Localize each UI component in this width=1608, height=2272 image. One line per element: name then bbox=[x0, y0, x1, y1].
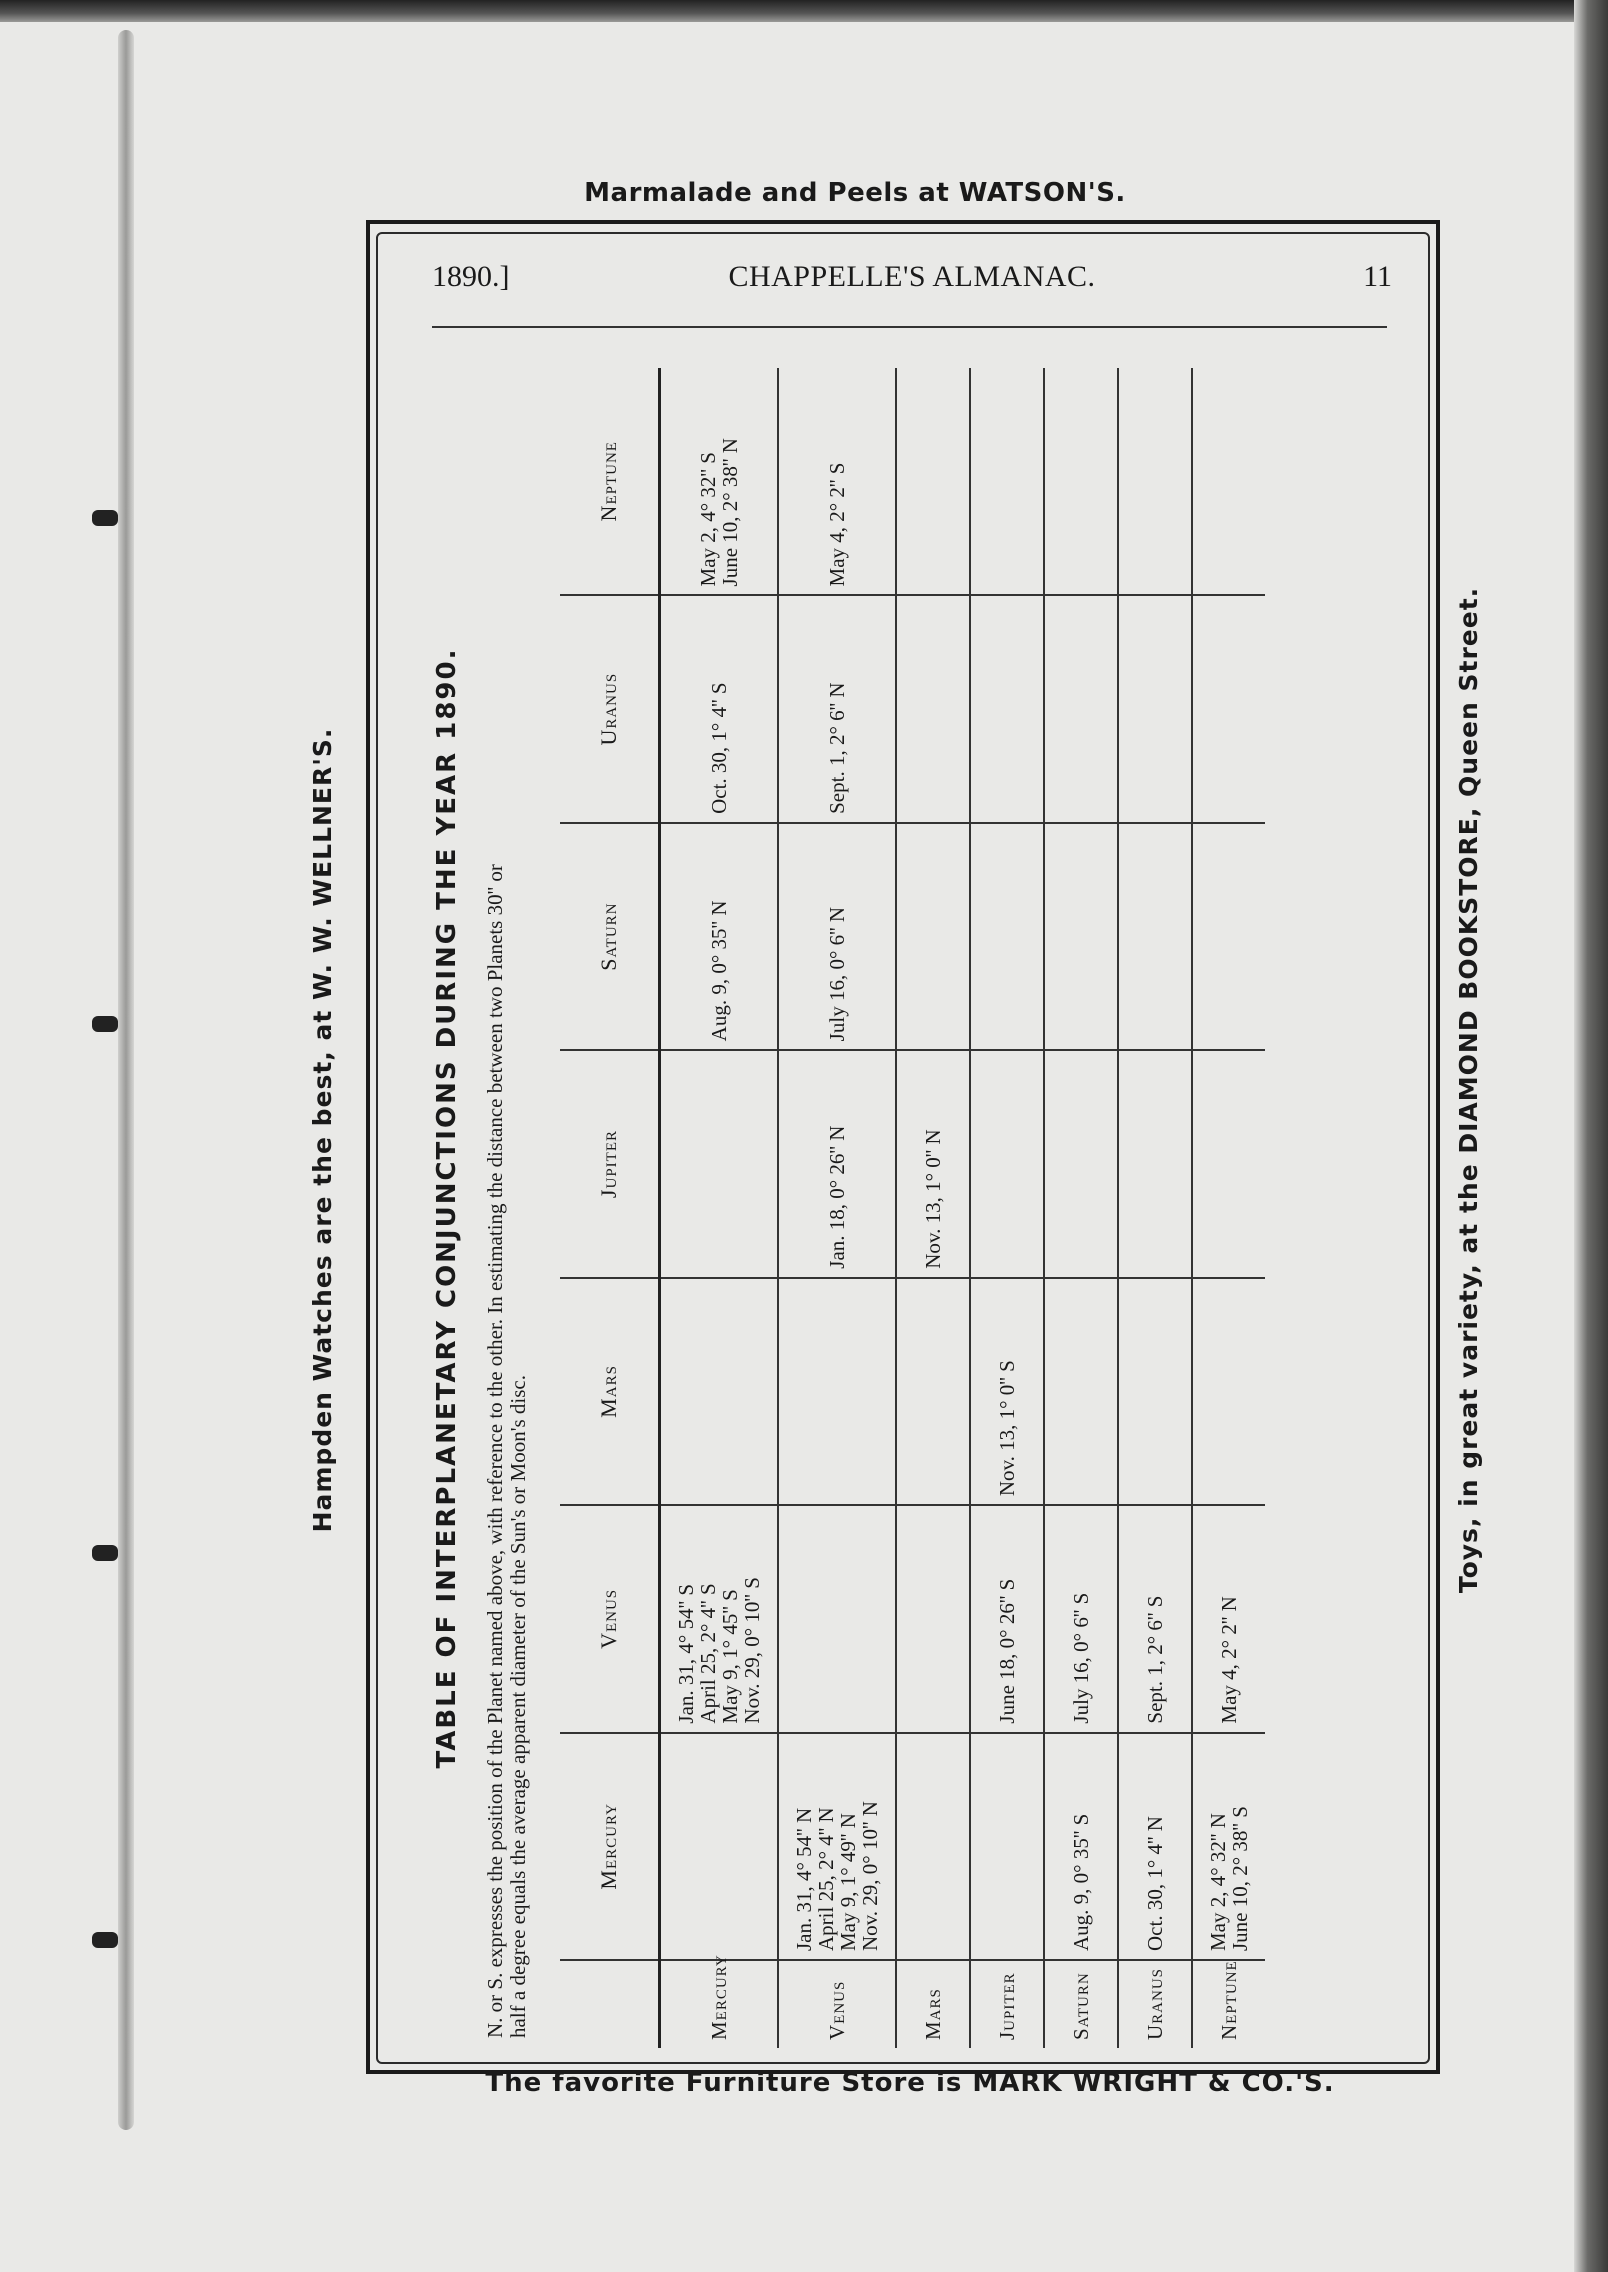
conjunction-entry: June 10, 2° 38'' N bbox=[718, 438, 742, 587]
running-head-year: 1890.] bbox=[432, 260, 510, 293]
table-cell bbox=[778, 368, 896, 595]
table-cell bbox=[660, 1505, 779, 1732]
table-cell bbox=[970, 1278, 1044, 1505]
table-cell bbox=[1192, 1278, 1265, 1505]
advert-left: Hampden Watches are the best, at W. W. WELLNER'S. bbox=[308, 727, 337, 1533]
table-cell bbox=[778, 1278, 896, 1505]
table-title: TABLE OF INTERPLANETARY CONJUNCTIONS DURING THE YEAR 1890. bbox=[432, 647, 462, 1769]
table-cell bbox=[896, 368, 970, 595]
table-cell bbox=[1118, 1505, 1192, 1732]
table-note-line: N. or S. expresses the position of the Planet named above, with reference to the other. In estimating the distance between two Planets 30'' or bbox=[483, 864, 507, 2038]
scan-top-shadow bbox=[0, 0, 1608, 22]
conjunction-entry: Jan. 31, 4° 54'' N bbox=[792, 1807, 816, 1951]
table-cell bbox=[778, 1505, 896, 1732]
table-cell bbox=[1118, 1050, 1192, 1277]
running-head bbox=[432, 260, 1392, 300]
table-cell bbox=[1044, 823, 1118, 1050]
column-header: Jupiter bbox=[560, 1050, 660, 1277]
table-cell bbox=[1044, 1733, 1118, 1960]
table-cell bbox=[1044, 1050, 1118, 1277]
table-row bbox=[1192, 368, 1265, 2048]
table-cell bbox=[1118, 823, 1192, 1050]
conjunction-entry: July 16, 0° 6'' N bbox=[825, 906, 849, 1042]
conjunction-entry: Oct. 30, 1° 4'' S bbox=[707, 682, 731, 814]
table-cell bbox=[660, 823, 779, 1050]
column-header: Uranus bbox=[560, 595, 660, 822]
conjunction-entry: Nov. 13, 1° 0'' N bbox=[921, 1129, 945, 1269]
conjunction-entry: Nov. 29, 0° 10'' S bbox=[740, 1577, 764, 1724]
table-cell bbox=[896, 1278, 970, 1505]
table-row bbox=[970, 368, 1044, 2048]
table-cell bbox=[778, 595, 896, 822]
binding-rivet bbox=[92, 1016, 118, 1032]
table-cell bbox=[660, 1278, 779, 1505]
table-cell bbox=[896, 1050, 970, 1277]
conjunction-entry: April 25, 2° 4'' N bbox=[814, 1807, 838, 1951]
conjunctions-table bbox=[560, 368, 1265, 2048]
table-cell bbox=[970, 1733, 1044, 1960]
table-cell bbox=[660, 1050, 779, 1277]
conjunctions-table-block bbox=[432, 368, 1392, 2048]
table-row bbox=[896, 368, 970, 2048]
table-cell bbox=[1118, 1733, 1192, 1960]
table-cell bbox=[970, 1505, 1044, 1732]
conjunction-entry: Sept. 1, 2° 6'' S bbox=[1143, 1595, 1167, 1724]
table-cell bbox=[660, 595, 779, 822]
table-cell bbox=[896, 1505, 970, 1732]
table-cell bbox=[1044, 1505, 1118, 1732]
conjunction-entry: Jan. 18, 0° 26'' N bbox=[825, 1125, 849, 1269]
table-cell bbox=[1118, 368, 1192, 595]
column-header: Saturn bbox=[560, 823, 660, 1050]
conjunction-entry: Jan. 31, 4° 54'' S bbox=[674, 1583, 698, 1724]
conjunction-entry: Aug. 9, 0° 35'' S bbox=[1069, 1813, 1093, 1951]
conjunction-entry: May 9, 1° 49'' N bbox=[836, 1813, 860, 1951]
table-cell bbox=[778, 1050, 896, 1277]
table-cell bbox=[660, 368, 779, 595]
row-header: Mercury bbox=[660, 1960, 779, 2048]
table-row bbox=[1118, 368, 1192, 2048]
row-header: Venus bbox=[778, 1960, 896, 2048]
column-header: Mercury bbox=[560, 1733, 660, 1960]
conjunction-entry: Nov. 13, 1° 0'' S bbox=[995, 1360, 1019, 1497]
table-corner bbox=[560, 1960, 660, 2048]
table-body bbox=[660, 368, 1266, 2048]
scan-right-edge bbox=[1574, 0, 1608, 2272]
conjunction-entry: April 25, 2° 4'' S bbox=[696, 1583, 720, 1724]
row-header: Saturn bbox=[1044, 1960, 1118, 2048]
table-cell bbox=[1118, 1278, 1192, 1505]
table-cell bbox=[1118, 595, 1192, 822]
table-cell bbox=[896, 1733, 970, 1960]
table-note bbox=[484, 378, 530, 2038]
advert-right: Toys, in great variety, at the DIAMOND BOOKSTORE, Queen Street. bbox=[1454, 586, 1483, 1594]
conjunction-entry: Nov. 29, 0° 10'' N bbox=[858, 1801, 882, 1951]
table-cell bbox=[1192, 1733, 1265, 1960]
conjunction-entry: May 2, 4° 32'' S bbox=[696, 452, 720, 587]
conjunction-entry: July 16, 0° 6'' S bbox=[1069, 1592, 1093, 1724]
conjunction-entry: Aug. 9, 0° 35'' N bbox=[707, 900, 731, 1042]
column-header: Mars bbox=[560, 1278, 660, 1505]
table-cell bbox=[1192, 595, 1265, 822]
conjunction-entry: May 9, 1° 45'' S bbox=[718, 1589, 742, 1724]
conjunction-entry: June 10, 2° 38'' S bbox=[1228, 1806, 1252, 1951]
conjunction-entry: May 4, 2° 2'' S bbox=[825, 462, 849, 587]
running-head-title: CHAPPELLE'S ALMANAC. bbox=[728, 260, 1096, 293]
binding-rivet bbox=[92, 1932, 118, 1948]
row-header: Neptune bbox=[1217, 1960, 1241, 2040]
table-row bbox=[1044, 368, 1118, 2048]
table-cell bbox=[970, 823, 1044, 1050]
row-header: Uranus bbox=[1118, 1960, 1192, 2048]
table-cell bbox=[778, 1733, 896, 1960]
table-cell bbox=[1044, 595, 1118, 822]
running-head-rule bbox=[432, 326, 1387, 328]
conjunction-entry: May 2, 4° 32'' N bbox=[1206, 1813, 1230, 1951]
table-row bbox=[778, 368, 896, 2048]
conjunction-entry: May 4, 2° 2'' N bbox=[1217, 1596, 1241, 1724]
row-header: Mars bbox=[896, 1960, 970, 2048]
table-note-line: half a degree equals the average apparent diameter of the Sun's or Moon's disc. bbox=[506, 1375, 530, 2038]
book-binding bbox=[118, 30, 134, 2130]
column-header: Venus bbox=[560, 1505, 660, 1732]
table-cell bbox=[970, 368, 1044, 595]
table-cell bbox=[896, 595, 970, 822]
advert-top: Marmalade and Peels at WATSON'S. bbox=[584, 178, 1126, 208]
table-row bbox=[660, 368, 779, 2048]
advert-bottom: The favorite Furniture Store is MARK WRIGHT & CO.'S. bbox=[485, 2068, 1335, 2098]
page-number: 11 bbox=[1363, 260, 1392, 293]
table-cell bbox=[970, 1050, 1044, 1277]
conjunction-entry: June 18, 0° 26'' S bbox=[995, 1578, 1019, 1724]
table-cell bbox=[896, 823, 970, 1050]
table-cell bbox=[1192, 368, 1265, 595]
table-cell bbox=[1192, 823, 1265, 1050]
table-cell bbox=[1192, 1505, 1265, 1732]
binding-rivet bbox=[92, 510, 118, 526]
table-header-row bbox=[560, 368, 660, 2048]
table-cell bbox=[778, 823, 896, 1050]
conjunction-entry: Sept. 1, 2° 6'' N bbox=[825, 682, 849, 814]
table-cell bbox=[660, 1733, 779, 1960]
binding-rivet bbox=[92, 1545, 118, 1561]
row-header: Jupiter bbox=[970, 1960, 1044, 2048]
table-cell bbox=[1044, 1278, 1118, 1505]
table-cell bbox=[1044, 368, 1118, 595]
conjunction-entry: Oct. 30, 1° 4'' N bbox=[1143, 1816, 1167, 1951]
table-cell bbox=[1192, 1050, 1265, 1277]
table-cell bbox=[970, 595, 1044, 822]
column-header: Neptune bbox=[560, 368, 660, 595]
